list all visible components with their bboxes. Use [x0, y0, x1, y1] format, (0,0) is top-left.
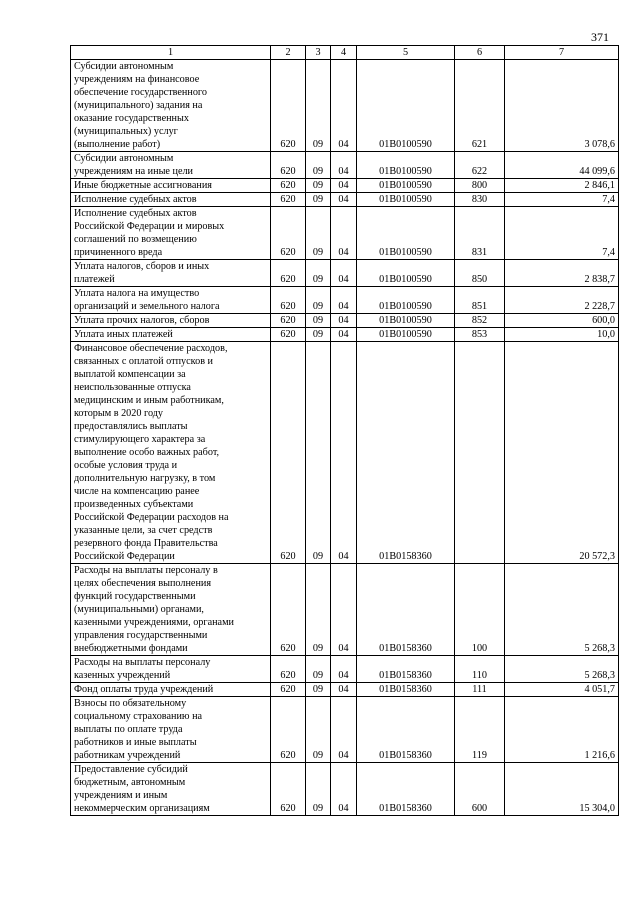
row-expense-type-cell: 853: [455, 328, 505, 342]
row-subsection-cell: 04: [331, 763, 357, 816]
table-row: [71, 763, 619, 816]
row-section-cell: 09: [306, 179, 331, 193]
row-adm-cell: 620: [271, 342, 306, 564]
row-target-article-cell: 01В0158360: [357, 564, 455, 656]
row-section-cell: 09: [306, 328, 331, 342]
row-subsection-cell: 04: [331, 342, 357, 564]
column-header-5: 5: [357, 46, 455, 60]
row-subsection-cell: 04: [331, 287, 357, 314]
row-subsection-cell: 04: [331, 697, 357, 763]
row-expense-type-cell: 111: [455, 683, 505, 697]
row-amount-cell: 2 846,1: [505, 179, 619, 193]
row-target-article-cell: 01В0100590: [357, 314, 455, 328]
row-expense-type-cell: 851: [455, 287, 505, 314]
column-header-7: 7: [505, 46, 619, 60]
row-name-cell: Субсидии автономным учреждениям на иные цели: [71, 152, 271, 179]
row-target-article-cell: 01В0100590: [357, 152, 455, 179]
row-expense-type-cell: 850: [455, 260, 505, 287]
row-section-cell: 09: [306, 60, 331, 152]
row-target-article-cell: 01В0158360: [357, 342, 455, 564]
row-amount-cell: 5 268,3: [505, 564, 619, 656]
row-subsection-cell: 04: [331, 328, 357, 342]
row-name-cell: Финансовое обеспечение расходов, связанных с оплатой отпусков и выплатой компенсации за неиспользованные отпуска медицинским и иным работникам, которым в 2020 году предоставлялись выплаты стимулирующего характера за выполнение особо важных работ, особые условия труда и дополнительную нагрузку, в том числе на компенсацию ранее произведенных субъектами Российской Федерации расходов на указанные цели, за счет средств резервного фонда Правительства Российской Федерации: [71, 342, 271, 564]
row-adm-cell: 620: [271, 179, 306, 193]
row-amount-cell: 600,0: [505, 314, 619, 328]
row-section-cell: 09: [306, 287, 331, 314]
row-subsection-cell: 04: [331, 152, 357, 179]
row-expense-type-cell: 830: [455, 193, 505, 207]
row-name-cell: Исполнение судебных актов: [71, 193, 271, 207]
row-amount-cell: 7,4: [505, 193, 619, 207]
row-adm-cell: 620: [271, 193, 306, 207]
row-expense-type-cell: 852: [455, 314, 505, 328]
row-subsection-cell: 04: [331, 207, 357, 260]
table-row: [71, 342, 619, 564]
row-expense-type-cell: 600: [455, 763, 505, 816]
row-expense-type-cell: 800: [455, 179, 505, 193]
row-section-cell: 09: [306, 314, 331, 328]
table-row: [71, 656, 619, 683]
row-name-cell: Исполнение судебных актов Российской Федерации и мировых соглашений по возмещению причиненного вреда: [71, 207, 271, 260]
row-section-cell: 09: [306, 564, 331, 656]
column-header-1: 1: [71, 46, 271, 60]
row-subsection-cell: 04: [331, 193, 357, 207]
row-amount-cell: 2 228,7: [505, 287, 619, 314]
row-adm-cell: 620: [271, 328, 306, 342]
row-adm-cell: 620: [271, 152, 306, 179]
row-section-cell: 09: [306, 697, 331, 763]
column-header-2: 2: [271, 46, 306, 60]
row-subsection-cell: 04: [331, 60, 357, 152]
page-number: 371: [591, 30, 609, 44]
row-target-article-cell: 01В0100590: [357, 207, 455, 260]
row-subsection-cell: 04: [331, 683, 357, 697]
row-section-cell: 09: [306, 207, 331, 260]
column-header-6: 6: [455, 46, 505, 60]
row-section-cell: 09: [306, 763, 331, 816]
row-amount-cell: 15 304,0: [505, 763, 619, 816]
table-row: [71, 179, 619, 193]
table-row: [71, 314, 619, 328]
table-row: [71, 260, 619, 287]
row-adm-cell: 620: [271, 697, 306, 763]
row-target-article-cell: 01В0100590: [357, 179, 455, 193]
row-section-cell: 09: [306, 260, 331, 287]
table-row: [71, 328, 619, 342]
row-section-cell: 09: [306, 656, 331, 683]
row-amount-cell: 1 216,6: [505, 697, 619, 763]
table-row: [71, 697, 619, 763]
row-adm-cell: 620: [271, 207, 306, 260]
row-target-article-cell: 01В0158360: [357, 683, 455, 697]
table-row: [71, 683, 619, 697]
budget-table: [70, 45, 619, 816]
row-subsection-cell: 04: [331, 564, 357, 656]
row-adm-cell: 620: [271, 656, 306, 683]
row-subsection-cell: 04: [331, 179, 357, 193]
row-amount-cell: 20 572,3: [505, 342, 619, 564]
row-expense-type-cell: 622: [455, 152, 505, 179]
row-amount-cell: 4 051,7: [505, 683, 619, 697]
row-adm-cell: 620: [271, 287, 306, 314]
row-target-article-cell: 01В0158360: [357, 656, 455, 683]
row-amount-cell: 10,0: [505, 328, 619, 342]
table-row: [71, 287, 619, 314]
row-section-cell: 09: [306, 342, 331, 564]
row-name-cell: Уплата налогов, сборов и иных платежей: [71, 260, 271, 287]
row-name-cell: Фонд оплаты труда учреждений: [71, 683, 271, 697]
row-name-cell: Уплата налога на имущество организаций и земельного налога: [71, 287, 271, 314]
row-target-article-cell: 01В0100590: [357, 60, 455, 152]
row-expense-type-cell: 831: [455, 207, 505, 260]
row-target-article-cell: 01В0100590: [357, 193, 455, 207]
row-expense-type-cell: [455, 342, 505, 564]
row-adm-cell: 620: [271, 683, 306, 697]
row-adm-cell: 620: [271, 260, 306, 287]
row-subsection-cell: 04: [331, 314, 357, 328]
row-name-cell: Предоставление субсидий бюджетным, автономным учреждениям и иным некоммерческим организациям: [71, 763, 271, 816]
row-subsection-cell: 04: [331, 260, 357, 287]
row-target-article-cell: 01В0158360: [357, 763, 455, 816]
row-expense-type-cell: 110: [455, 656, 505, 683]
row-adm-cell: 620: [271, 314, 306, 328]
row-amount-cell: 7,4: [505, 207, 619, 260]
row-amount-cell: 3 078,6: [505, 60, 619, 152]
row-name-cell: Иные бюджетные ассигнования: [71, 179, 271, 193]
row-target-article-cell: 01В0100590: [357, 287, 455, 314]
row-adm-cell: 620: [271, 564, 306, 656]
row-name-cell: Субсидии автономным учреждениям на финансовое обеспечение государственного (муниципального) задания на оказание государственных (муниципальных) услуг (выполнение работ): [71, 60, 271, 152]
row-target-article-cell: 01В0158360: [357, 697, 455, 763]
table-row: [71, 193, 619, 207]
row-adm-cell: 620: [271, 60, 306, 152]
column-header-4: 4: [331, 46, 357, 60]
table-row: [71, 207, 619, 260]
row-section-cell: 09: [306, 683, 331, 697]
table-row: [71, 152, 619, 179]
table-row: [71, 564, 619, 656]
row-section-cell: 09: [306, 193, 331, 207]
header-row: [71, 46, 619, 60]
row-expense-type-cell: 100: [455, 564, 505, 656]
row-adm-cell: 620: [271, 763, 306, 816]
row-amount-cell: 44 099,6: [505, 152, 619, 179]
row-name-cell: Расходы на выплаты персоналу в целях обеспечения выполнения функций государственными (муниципальными) органами, казенными учреждениями, органами управления государственными внебюджетными фондами: [71, 564, 271, 656]
table-row: [71, 60, 619, 152]
row-name-cell: Уплата иных платежей: [71, 328, 271, 342]
row-target-article-cell: 01В0100590: [357, 260, 455, 287]
row-amount-cell: 5 268,3: [505, 656, 619, 683]
row-target-article-cell: 01В0100590: [357, 328, 455, 342]
row-expense-type-cell: 621: [455, 60, 505, 152]
row-name-cell: Расходы на выплаты персоналу казенных учреждений: [71, 656, 271, 683]
row-amount-cell: 2 838,7: [505, 260, 619, 287]
row-name-cell: Уплата прочих налогов, сборов: [71, 314, 271, 328]
row-expense-type-cell: 119: [455, 697, 505, 763]
row-name-cell: Взносы по обязательному социальному страхованию на выплаты по оплате труда работников и иные выплаты работникам учреждений: [71, 697, 271, 763]
row-section-cell: 09: [306, 152, 331, 179]
column-header-3: 3: [306, 46, 331, 60]
row-subsection-cell: 04: [331, 656, 357, 683]
